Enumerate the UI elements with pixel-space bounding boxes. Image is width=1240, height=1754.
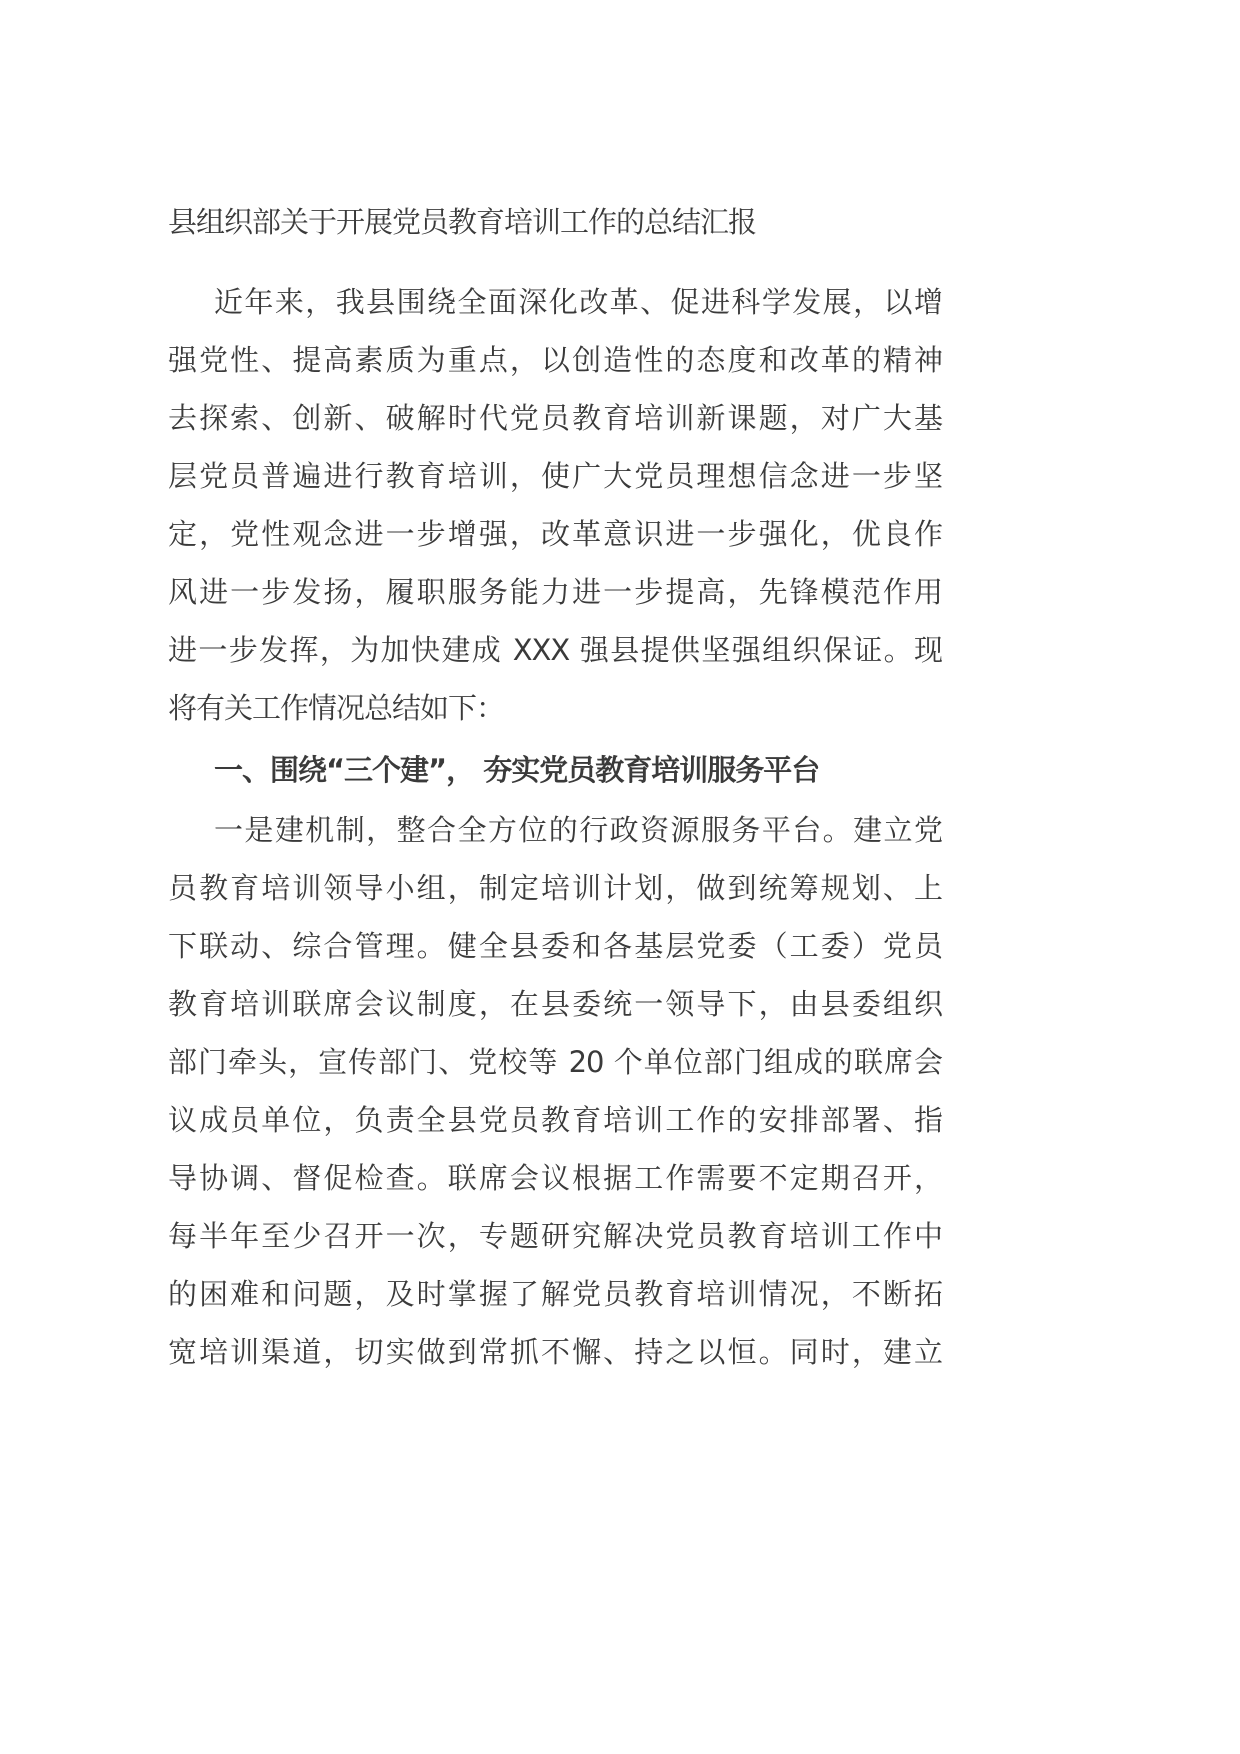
text-line: 部门牵头，宣传部门、党校等 20 个单位部门组成的联席会 (168, 1045, 942, 1079)
text-line: 员教育培训领导小组，制定培训计划，做到统筹规划、上 (168, 871, 942, 905)
text-line: 下联动、综合管理。健全县委和各基层党委（工委）党员 (168, 929, 942, 963)
section-1-heading: 一、围绕“三个建”， 夯实党员教育培训服务平台 (214, 753, 820, 787)
text-line: 近年来，我县围绕全面深化改革、促进科学发展，以增 (214, 285, 942, 319)
text-line: 定，党性观念进一步增强，改革意识进一步强化，优良作 (168, 517, 942, 551)
text-line: 去探索、创新、破解时代党员教育培训新课题，对广大基 (168, 401, 942, 435)
text-line: 强党性、提高素质为重点，以创造性的态度和改革的精神 (168, 343, 942, 377)
text-line: 导协调、督促检查。联席会议根据工作需要不定期召开， (168, 1161, 942, 1195)
text-line: 层党员普遍进行教育培训，使广大党员理想信念进一步坚 (168, 459, 942, 493)
text-line: 的困难和问题，及时掌握了解党员教育培训情况，不断拓 (168, 1277, 942, 1311)
text-line: 进一步发挥，为加快建成 XXX 强县提供坚强组织保证。现 (168, 633, 942, 667)
document-title: 县组织部关于开展党员教育培训工作的总结汇报 (168, 205, 757, 239)
text-line: 将有关工作情况总结如下： (168, 691, 505, 725)
text-line: 宽培训渠道，切实做到常抓不懈、持之以恒。同时，建立 (168, 1335, 942, 1369)
text-line: 一是建机制，整合全方位的行政资源服务平台。建立党 (214, 813, 942, 847)
text-line: 教育培训联席会议制度，在县委统一领导下，由县委组织 (168, 987, 942, 1021)
text-line: 风进一步发扬，履职服务能力进一步提高，先锋模范作用 (168, 575, 942, 609)
text-line: 议成员单位，负责全县党员教育培训工作的安排部署、指 (168, 1103, 942, 1137)
text-line: 每半年至少召开一次，专题研究解决党员教育培训工作中 (168, 1219, 942, 1253)
